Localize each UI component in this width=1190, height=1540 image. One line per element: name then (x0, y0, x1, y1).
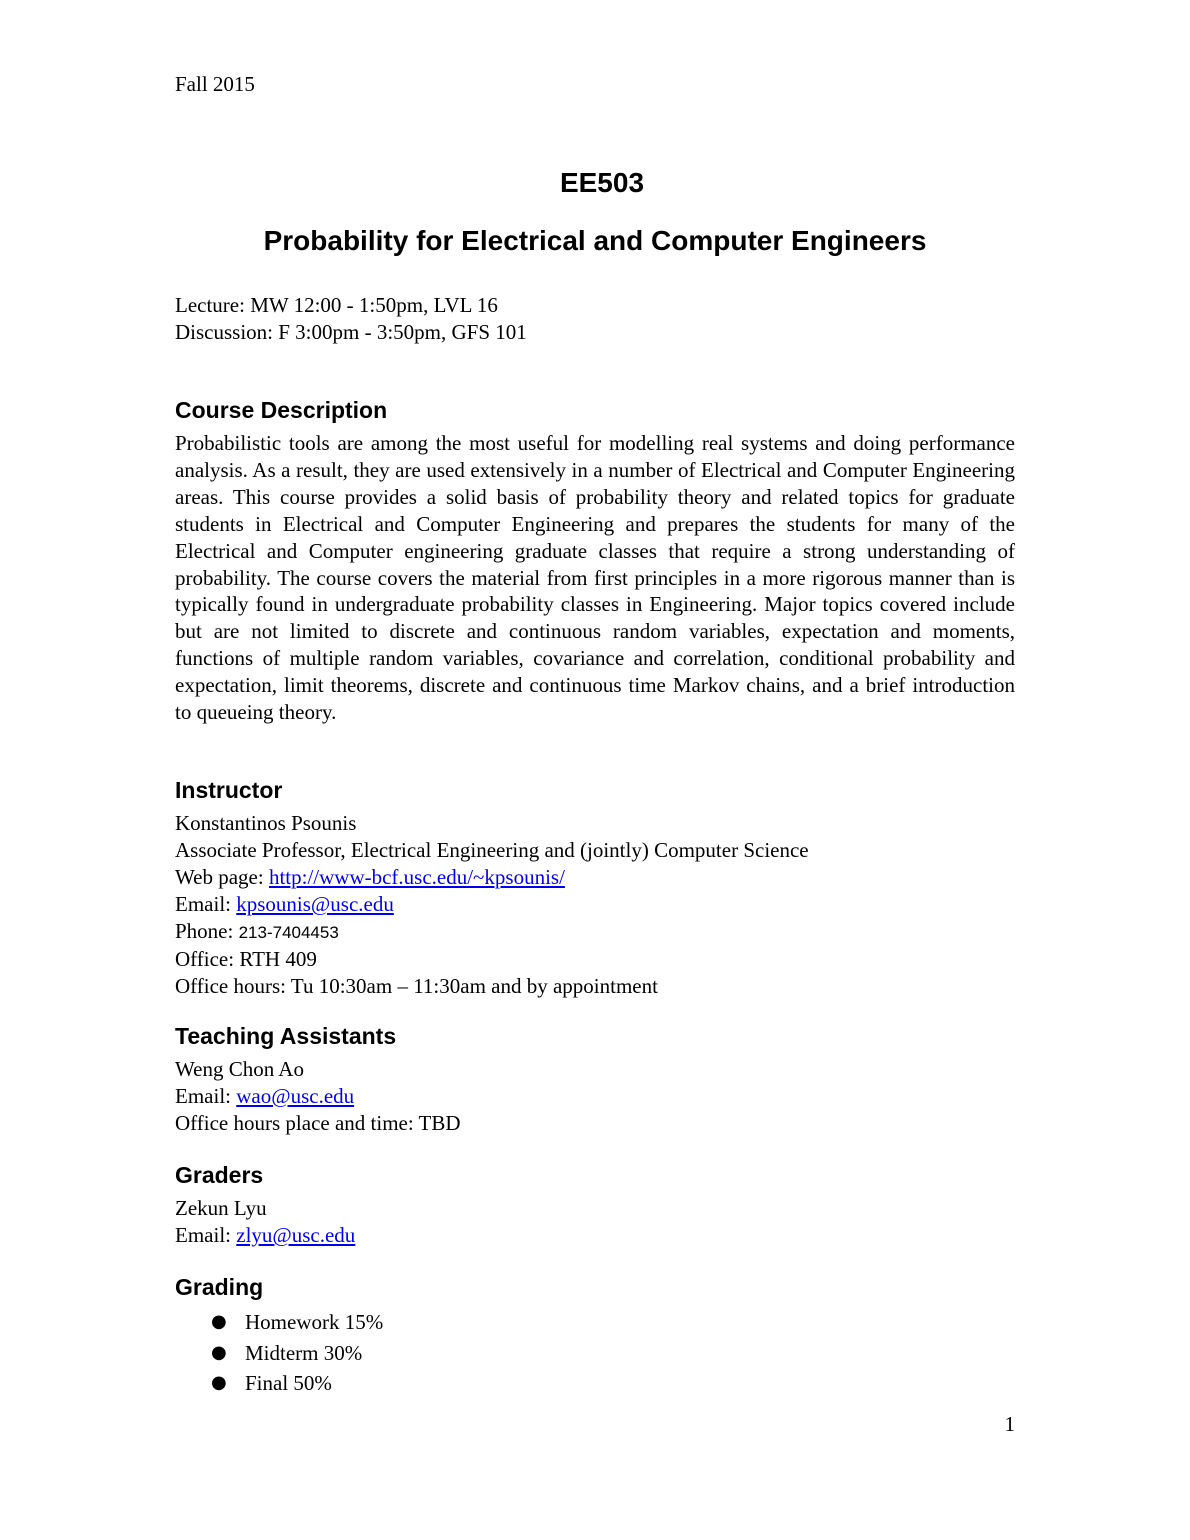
grading-list (175, 1307, 1015, 1399)
schedule (175, 292, 527, 346)
ta-email (175, 1083, 1015, 1110)
discussion-time: Discussion: F 3:00pm - 3:50pm, GFS 101 (175, 320, 527, 344)
instructor-position: Associate Professor, Electrical Engineering and (jointly) Computer Science (175, 838, 809, 862)
section-heading: Graders (175, 1162, 264, 1188)
term-header: Fall 2015 (175, 72, 255, 96)
email-label: Email: (175, 1223, 237, 1247)
grading-section (175, 1273, 1015, 1399)
list-item (175, 1307, 1015, 1338)
instructor-email (175, 891, 1015, 918)
course-description-section (175, 396, 1015, 726)
ta-office-hours: Office hours place and time: TBD (175, 1111, 461, 1135)
ta-name: Weng Chon Ao (175, 1057, 304, 1081)
grading-item-label: Final 50% (245, 1371, 332, 1395)
grading-item-label: Homework 15% (245, 1310, 384, 1334)
grader-email (175, 1222, 1015, 1249)
list-item (175, 1368, 1015, 1399)
graders-section (175, 1161, 1015, 1249)
lecture-time: Lecture: MW 12:00 - 1:50pm, LVL 16 (175, 293, 498, 317)
bullet-icon: ● (211, 1311, 227, 1332)
instructor-name: Konstantinos Psounis (175, 811, 357, 835)
course-title: Probability for Electrical and Computer Engineers (263, 225, 927, 256)
web-page-link[interactable]: http://www-bcf.usc.edu/~kpsounis/ (268, 865, 565, 889)
instructor-office-hours: Office hours: Tu 10:30am – 11:30am and by appointment (175, 974, 658, 998)
email-label: Email: (175, 1084, 237, 1108)
instructor-section (175, 776, 1015, 1000)
teaching-assistants-section (175, 1022, 1015, 1137)
phone-number: 213-7404453 (238, 923, 339, 942)
bullet-icon: ● (211, 1341, 227, 1363)
instructor-web-page (175, 864, 1015, 891)
course-description-text: Probabilistic tools are among the most useful for modelling real systems and doing performance analysis. As a result, they are used extensively in a number of Electrical and Computer Engineering areas. This course provides a solid basis of probability theory and related topics for graduate students in Electrical and Computer Engineering and prepares the students for many of the Electrical and Computer engineering graduate classes that require a strong understanding of probability. The course covers the material from first principles in a more rigorous manner than is typically found in undergraduate probability classes in Engineering. Major topics covered include but are not limited to discrete and continuous random variables, expectation and moments, functions of multiple random variables, covariance and correlation, conditional probability and expectation, limit theorems, discrete and continuous time Markov chains, and a brief introduction to queueing theory. (175, 431, 1015, 725)
section-heading: Course Description (175, 397, 388, 423)
ta-email-link[interactable]: wao@usc.edu (236, 1084, 355, 1108)
grader-email-link[interactable]: zlyu@usc.edu (236, 1223, 356, 1247)
instructor-phone (175, 918, 1015, 946)
grading-item-label: Midterm 30% (245, 1340, 363, 1365)
phone-label: Phone: (175, 919, 239, 943)
bullet-icon: ● (211, 1372, 227, 1393)
instructor-office: Office: RTH 409 (175, 947, 317, 971)
section-heading: Grading (175, 1274, 264, 1300)
email-label: Email: (175, 892, 237, 916)
web-page-label: Web page: (175, 865, 269, 889)
title-block (175, 163, 1015, 261)
page-number: 1 (1004, 1412, 1015, 1436)
course-code: EE503 (559, 167, 645, 198)
grader-name: Zekun Lyu (175, 1196, 267, 1220)
list-item (175, 1338, 1015, 1369)
instructor-email-link[interactable]: kpsounis@usc.edu (236, 892, 394, 916)
section-heading: Teaching Assistants (175, 1023, 397, 1049)
section-heading: Instructor (175, 777, 283, 803)
